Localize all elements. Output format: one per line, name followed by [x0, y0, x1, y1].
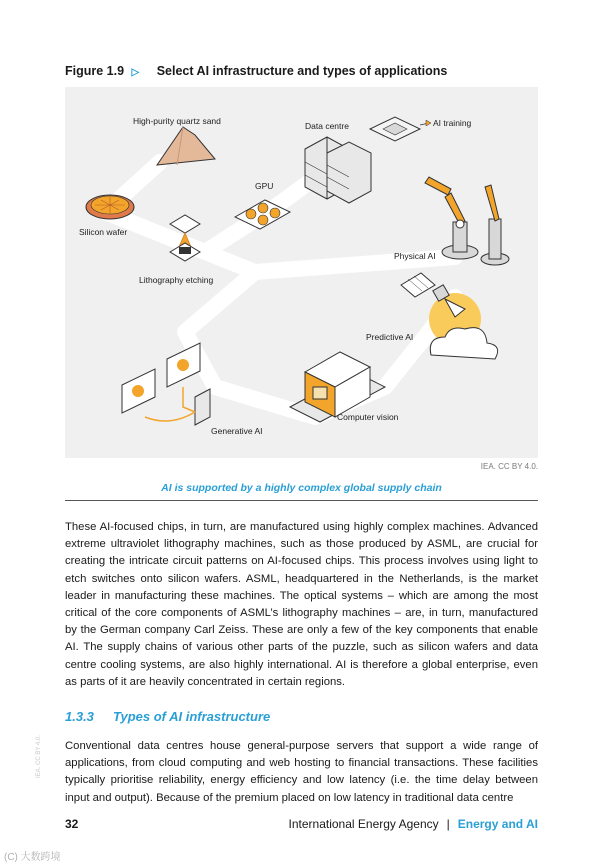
figure-illustration	[65, 87, 538, 458]
footer-org: International Energy Agency	[288, 817, 439, 831]
label-lithography: Lithography etching	[139, 275, 214, 285]
ai-chip-icon	[370, 117, 431, 141]
figure-number: Figure 1.9	[65, 64, 125, 78]
silicon-wafer-icon	[86, 195, 134, 219]
footer-running-title	[289, 817, 538, 831]
label-quartz: High-purity quartz sand	[133, 116, 221, 126]
figure-caption: AI is supported by a highly complex global supply chain	[161, 482, 442, 494]
label-computer-vision: Computer vision	[337, 412, 399, 422]
figure-title: Select AI infrastructure and types of applications	[156, 64, 448, 78]
caption-divider	[65, 500, 538, 501]
section-number: 1.3.3	[65, 709, 94, 724]
page-number: 32	[65, 817, 79, 831]
label-gpu: GPU	[255, 181, 274, 191]
label-ai-training: AI training	[433, 118, 472, 128]
side-license: IEA. CC BY 4.0.	[36, 735, 42, 778]
label-data-centre: Data centre	[305, 121, 349, 131]
generative-ai-icon	[122, 343, 210, 425]
label-generative-ai: Generative AI	[211, 426, 263, 436]
play-arrow-icon: ▷	[131, 67, 140, 78]
watermark: (C) 大数跨境	[4, 852, 61, 863]
label-silicon-wafer: Silicon wafer	[79, 227, 128, 237]
figure-header	[65, 64, 545, 84]
data-centre-icon	[305, 137, 371, 203]
label-physical-ai: Physical AI	[394, 251, 436, 261]
quartz-sand-icon	[157, 127, 215, 165]
section-heading	[65, 709, 270, 724]
body-paragraph: Conventional data centres house general-purpose servers that support a wide range of applications, from cloud computing and web hosting to financial transactions. These facilities typically prioritise reliability, energy efficiency and low latency (i.e. the time delay between input and output). Because of the premium placed on low latency in traditional data centre	[65, 740, 538, 804]
body-paragraph: These AI-focused chips, in turn, are manufactured using highly complex machines. Advanced extreme ultraviolet lithography machines, such as those produced by ASML, are crucial for creating the intricate circuit patterns on AI-focused chips. This process involves using light to etch switches onto silicon wafers. ASML, headquartered in the Netherlands, is the market leader in manufacturing these machines. The optical systems – which are among the most critical of the core components of ASML’s lithography machines – are, in turn, manufactured by the German company Carl Zeiss. These are only a few of the key components that enable AI. The supply chains of various other parts of the puzzle, such as silicon wafers and data centre cooling systems, are also highly international. AI is therefore a global enterprise, even as parts of it are heavily concentrated in certain regions.	[65, 521, 538, 688]
label-predictive-ai: Predictive AI	[366, 332, 414, 342]
footer-topic: Energy and AI	[457, 817, 538, 831]
footer-separator: |	[446, 817, 450, 831]
figure-credit: IEA. CC BY 4.0.	[480, 462, 538, 471]
section-title: Types of AI infrastructure	[113, 709, 271, 724]
